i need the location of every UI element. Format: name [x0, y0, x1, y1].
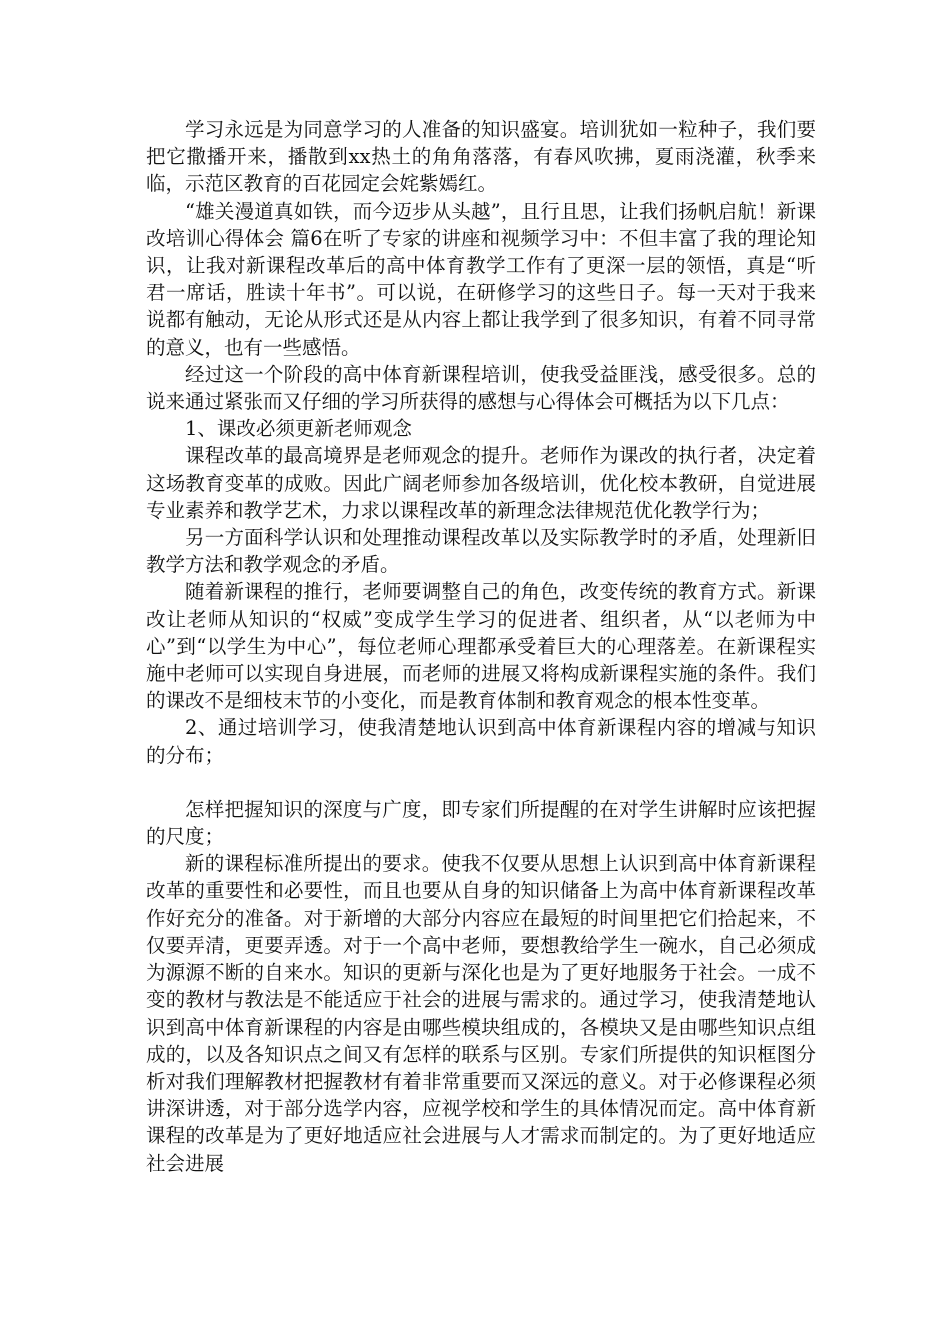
document-body	[146, 116, 816, 1177]
section-heading: 2、通过培训学习，使我清楚地认识到高中体育新课程内容的增减与知识的分布；	[146, 716, 816, 767]
paragraph: “雄关漫道真如铁，而今迈步从头越”，且行且思，让我们扬帆启航！新课改培训心得体会 篇6在听了专家的讲座和视频学习中：不但丰富了我的理论知识，让我对新课程改革后的高中体育教学工作有了更深一层的领悟，真是“听君一席话，胜读十年书”。可以说，在研修学习的这些日子。每一天对于我来说都有触动，无论从形式还是从内容上都让我学到了很多知识，有着不同寻常的意义，也有一些感悟。	[146, 199, 816, 359]
paragraph: 课程改革的最高境界是老师观念的提升。老师作为课改的执行者，决定着这场教育变革的成败。因此广阔老师参加各级培训，优化校本教研，自觉进展专业素养和教学艺术，力求以课程改革的新理念法律规范优化教学行为；	[146, 444, 816, 522]
paragraph: 怎样把握知识的深度与广度，即专家们所提醒的在对学生讲解时应该把握的尺度；	[146, 797, 816, 849]
paragraph: 另一方面科学认识和处理推动课程改革以及实际教学时的矛盾，处理新旧教学方法和教学观念的矛盾。	[146, 526, 816, 577]
paragraph: 学习永远是为同意学习的人准备的知识盛宴。培训犹如一粒种子，我们要把它撒播开来，播散到xx热土的角角落落，有春风吹拂，夏雨浇灌，秋季来临，示范区教育的百花园定会姹紫嫣红。	[146, 118, 816, 196]
paragraph: 随着新课程的推行，老师要调整自己的角色，改变传统的教育方式。新课改让老师从知识的“权威”变成学生学习的促进者、组织者，从“以老师为中心”到“以学生为中心”，每位老师心理都承受着巨大的心理落差。在新课程实施中老师可以实现自身进展，而老师的进展又将构成新课程实施的条件。我们的课改不是细枝末节的小变化，而是教育体制和教育观念的根本性变革。	[146, 580, 816, 713]
section-heading: 1、课改必须更新老师观念	[185, 417, 412, 441]
paragraph: 新的课程标准所提出的要求。使我不仅要从思想上认识到高中体育新课程改革的重要性和必要性，而且也要从自身的知识储备上为高中体育新课程改革作好充分的准备。对于新增的大部分内容应在最短的时间里把它们拾起来，不仅要弄清，更要弄透。对于一个高中老师，要想教给学生一碗水，自己必须成为源源不断的自来水。知识的更新与深化也是为了更好地服务于社会。一成不变的教材与教法是不能适应于社会的进展与需求的。通过学习，使我清楚地认识到高中体育新课程的内容是由哪些模块组成的，各模块又是由哪些知识点组成的，以及各知识点之间又有怎样的联系与区别。专家们所提供的知识框图分析对我们理解教材把握教材有着非常重要而又深远的意义。对于必修课程必须讲深讲透，对于部分选学内容，应视学校和学生的具体情况而定。高中体育新课程的改革是为了更好地适应社会进展与人才需求而制定的。为了更好地适应社会进展	[146, 852, 816, 1175]
paragraph: 经过这一个阶段的高中体育新课程培训，使我受益匪浅，感受很多。总的说来通过紧张而又仔细的学习所获得的感想与心得体会可概括为以下几点：	[146, 362, 816, 414]
